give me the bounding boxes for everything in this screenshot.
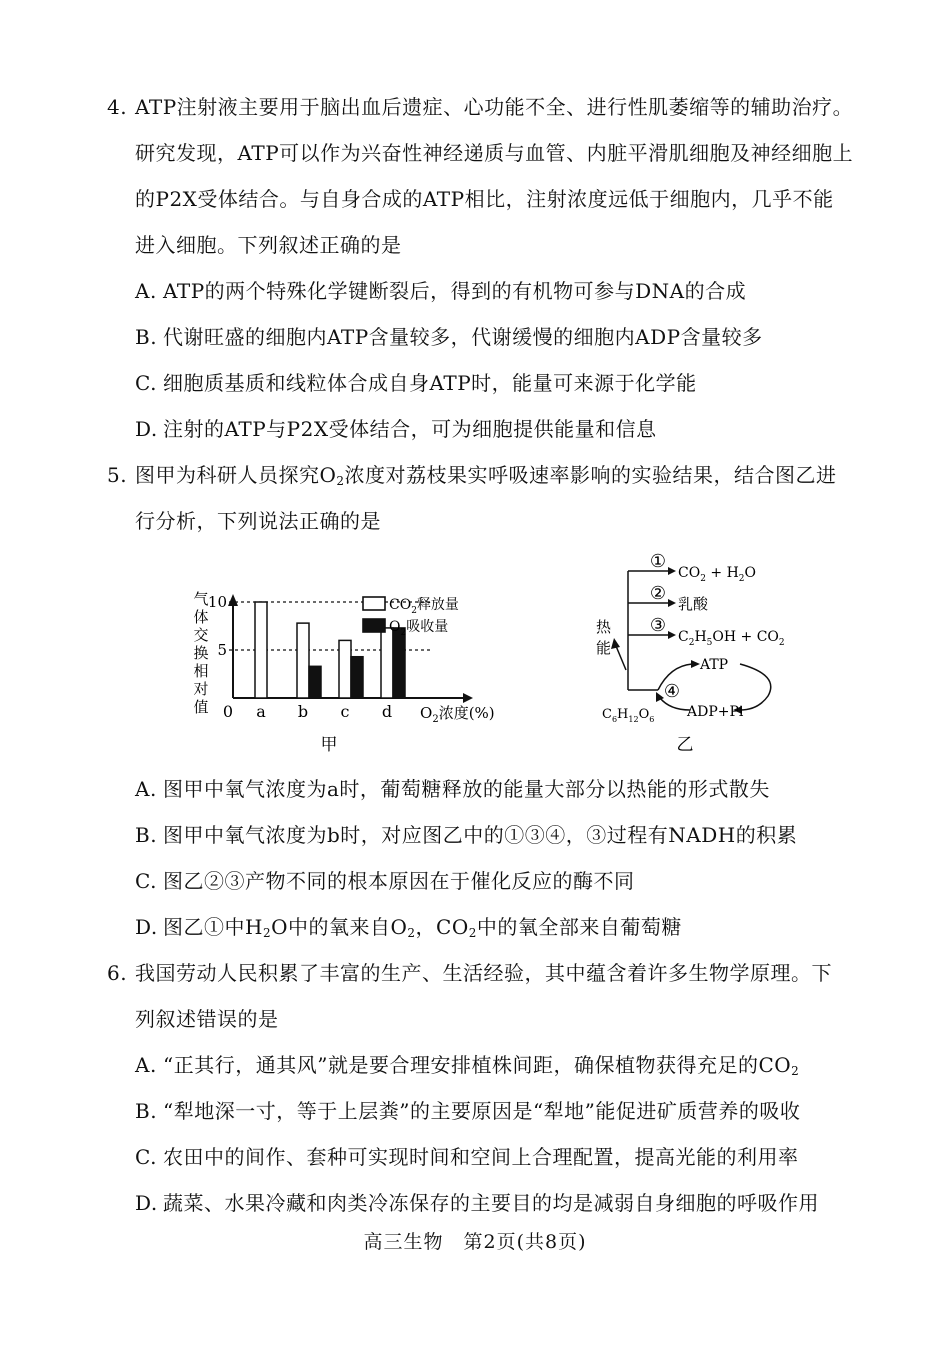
x-axis-arrow (463, 693, 473, 703)
option-d: D. 注射的ATP与P2X受体结合，可为细胞提供能量和信息 (135, 417, 657, 441)
q6-option-a: A. “正其行，通其风”就是要合理安排植株间距，确保植物获得充足的$CO_2$ (135, 1053, 800, 1078)
q5-option-b: B. 图甲中氧气浓度为b时，对应图乙中的①③④，③过程有NADH的积累 (135, 823, 798, 847)
page-footer: 高三生物 第2页(共8页) (363, 1231, 587, 1253)
x-tick-label: d (381, 702, 393, 721)
ylabel-char: 相 (193, 662, 209, 680)
atp-hydrolysis-arrow (740, 664, 771, 710)
atp-label: ATP (700, 657, 729, 673)
y-tick-label: 10 (207, 593, 227, 611)
heat-label-2: 能 (596, 639, 612, 657)
q6-option-c: C. 农田中的间作、套种可实现时间和空间上合理配置，提高光能的利用率 (135, 1145, 799, 1169)
substrate-label: $C_6H_{12}O_6$ (602, 707, 655, 724)
x-axis-label: $O_2$浓度(%) (420, 704, 495, 725)
option-a: A. ATP的两个特殊化学键断裂后，得到的有机物可参与DNA的合成 (135, 279, 747, 303)
x-tick-label: c (340, 702, 350, 721)
q5-option-d: D. 图乙①中$H_2O$中的氧来自$O_2$，$CO_2$中的氧全部来自葡萄糖 (135, 915, 682, 940)
question-5-line-1: 5. 图甲为科研人员探究$O_2$浓度对荔枝果实呼吸速率影响的实验结果，结合图乙进 (107, 463, 837, 488)
bar-c-co2 (339, 640, 351, 698)
ylabel-char: 换 (193, 644, 209, 662)
product-2: 乳酸 (678, 595, 709, 613)
option-c: C. 细胞质基质和线粒体合成自身ATP时，能量可来源于化学能 (135, 371, 697, 395)
question-number: 4. (107, 95, 128, 119)
legend-co2: $CO_2$释放量 (389, 597, 459, 616)
ylabel-char: 交 (193, 626, 209, 644)
question-6-line-1: 6. 我国劳动人民积累了丰富的生产、生活经验，其中蕴含着许多生物学原理。下 (107, 961, 832, 985)
step-4-mark: ④ (663, 681, 681, 702)
legend-swatch-co2 (363, 597, 385, 610)
y-tick-label: 5 (217, 641, 227, 659)
q5-option-a: A. 图甲中氧气浓度为a时，葡萄糖释放的能量大部分以热能的形式散失 (135, 777, 770, 801)
x-tick-label: a (256, 702, 266, 721)
product-3: $C_2H_5OH + CO_2$ (678, 629, 785, 648)
question-4-line-2: 研究发现，ATP可以作为兴奋性神经递质与血管、内脏平滑肌细胞及神经细胞上 (135, 141, 854, 165)
bar-b-co2 (297, 623, 309, 698)
question-6-line-2: 列叙述错误的是 (135, 1007, 279, 1031)
ylabel-char: 值 (193, 698, 209, 716)
x-tick-label: b (297, 702, 309, 721)
y-axis-arrow (228, 594, 238, 606)
figure-title-yi: 乙 (676, 735, 694, 755)
step-3-mark: ③ (649, 615, 667, 636)
legend-o2: $O_2$吸收量 (389, 619, 449, 638)
ylabel-char: 对 (193, 680, 209, 698)
q6-option-d: D. 蔬菜、水果冷藏和肉类冷冻保存的主要目的均是减弱自身细胞的呼吸作用 (135, 1191, 819, 1215)
origin-label: 0 (222, 702, 234, 721)
adp-label: ADP+Pi (687, 704, 744, 720)
bar-d-co2 (381, 628, 393, 698)
chart-ylabel (193, 590, 208, 716)
step-1-mark: ① (649, 551, 667, 572)
product-1: $CO_2 + H_2O$ (678, 565, 756, 584)
ylabel-char: 体 (193, 608, 209, 626)
option-b: B. 代谢旺盛的细胞内ATP含量较多，代谢缓慢的细胞内ADP含量较多 (135, 325, 763, 349)
step-2-mark: ② (649, 583, 667, 604)
ylabel-char: 气 (193, 590, 209, 608)
q5-option-c: C. 图乙②③产物不同的根本原因在于催化反应的酶不同 (135, 869, 635, 893)
question-5-line-2: 行分析，下列说法正确的是 (135, 509, 381, 533)
q6-option-b: B. “犁地深一寸，等于上层粪”的主要原因是“犁地”能促进矿质营养的吸收 (135, 1099, 801, 1123)
question-4-line-4: 进入细胞。下列叙述正确的是 (135, 233, 402, 257)
figure-yi-diagram (590, 550, 800, 755)
figure-title-jia: 甲 (320, 735, 338, 755)
figure-jia-bar-chart (185, 580, 525, 755)
question-number: 5. (107, 463, 128, 487)
bar-c-o2 (351, 657, 363, 698)
heat-arrow (616, 646, 626, 670)
legend-swatch-o2 (363, 619, 385, 632)
bar-b-o2 (309, 666, 321, 698)
question-4-line-3: 的P2X受体结合。与自身合成的ATP相比，注射浓度远低于细胞内，几乎不能 (135, 187, 834, 211)
question-number: 6. (107, 961, 128, 985)
heat-label-1: 热 (596, 618, 612, 636)
bar-a-co2 (255, 602, 267, 698)
bar-d-o2 (393, 628, 405, 698)
question-4-line-1: 4. ATP注射液主要用于脑出血后遗症、心功能不全、进行性肌萎缩等的辅助治疗。 (107, 95, 854, 119)
